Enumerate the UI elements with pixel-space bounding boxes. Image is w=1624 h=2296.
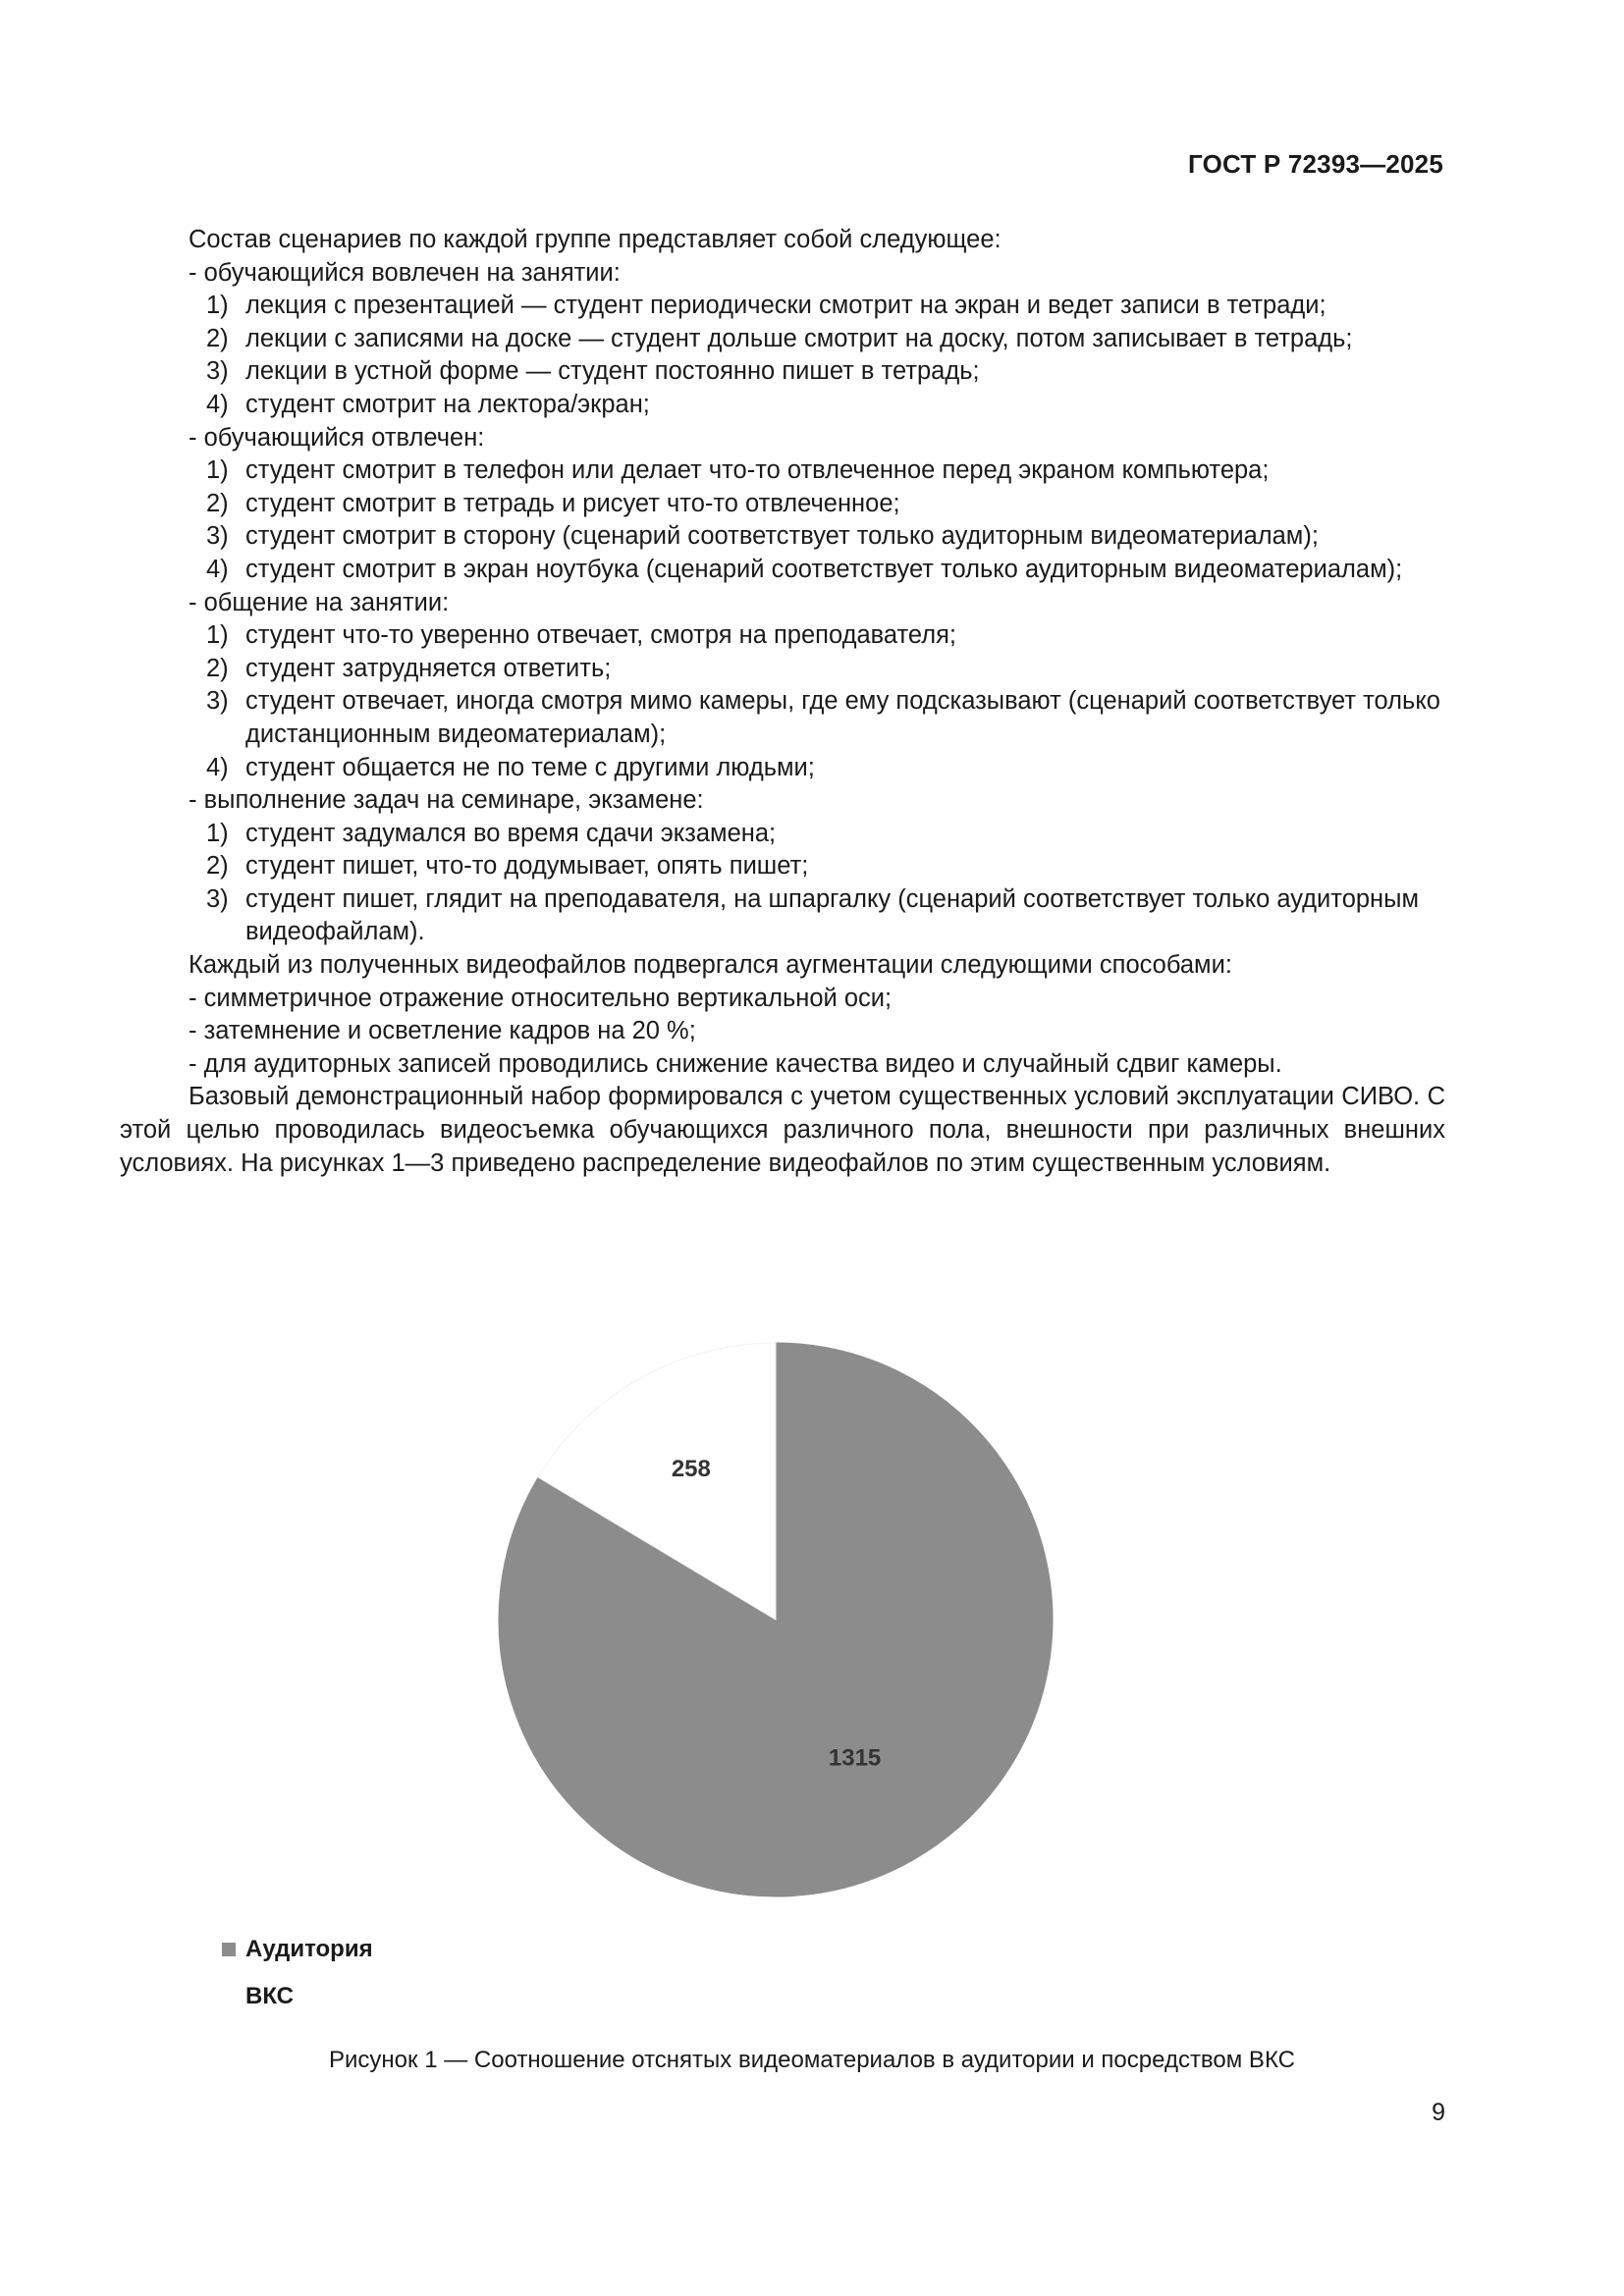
legend-item-auditorium bbox=[222, 1936, 373, 1963]
list-item-text: студент смотрит на лектора/экран; bbox=[245, 390, 650, 418]
list-item-text: студент отвечает, иногда смотря мимо камеры, где ему подсказывают (сценарий соответствует только дистанционным видеоматериалам); bbox=[245, 687, 1440, 748]
list-item-number: 1) bbox=[206, 621, 229, 650]
list-item-number: 4) bbox=[206, 390, 229, 418]
list-item-text: студент затрудняется ответить; bbox=[245, 654, 612, 682]
list-item bbox=[120, 685, 1445, 751]
document-standard-header: ГОСТ Р 72393—2025 bbox=[1188, 149, 1443, 179]
group-title: - общение на занятии: bbox=[189, 588, 450, 616]
list-item-number: 3) bbox=[206, 357, 229, 386]
list-item bbox=[120, 290, 1445, 323]
list-item-text: студент смотрит в тетрадь и рисует что-то отвлеченное; bbox=[245, 489, 900, 517]
list-item-number: 1) bbox=[206, 819, 229, 847]
list-item-number: 1) bbox=[206, 456, 229, 485]
pie-chart bbox=[0, 1315, 1624, 1924]
legend-item-vks bbox=[222, 1983, 294, 2010]
list-item-text: лекции в устной форме — студент постоянно пишет в тетрадь; bbox=[245, 357, 980, 386]
list-item-number: 4) bbox=[206, 753, 229, 781]
legend-swatch bbox=[222, 1990, 236, 2003]
page-number: 9 bbox=[1432, 2099, 1445, 2126]
legend-swatch bbox=[222, 1943, 236, 1956]
list-item-text: студент пишет, глядит на преподавателя, на шпаргалку (сценарий соответствует только аудиторным видеофайлам). bbox=[245, 884, 1420, 946]
body-text bbox=[120, 224, 1445, 1180]
group-title: - обучающийся вовлечен на занятии: bbox=[189, 258, 621, 287]
list-item-text: студент пишет, что-то додумывает, опять пишет; bbox=[245, 852, 809, 881]
list-item-text: студент общается не по теме с другими людьми; bbox=[245, 753, 815, 781]
legend-label: ВКС bbox=[245, 1983, 294, 2009]
figure-caption: Рисунок 1 — Соотношение отснятых видеоматериалов в аудитории и посредством ВКС bbox=[329, 2047, 1295, 2073]
group-title: - выполнение задач на семинаре, экзамене: bbox=[189, 786, 704, 815]
closing-paragraph: Базовый демонстрационный набор формировался с учетом существенных условий эксплуатации СИВО. С этой целью проводилась видеосъемка обучающихся различного пола, внешности при различных внешних условиях. На рисунках 1—3 приведено распределение видеофайлов по этим существенным условиям. bbox=[120, 1083, 1445, 1177]
list-item bbox=[120, 554, 1445, 587]
list-item-text: студент задумался во время сдачи экзамена; bbox=[245, 819, 777, 847]
list-item-text: студент смотрит в телефон или делает что-то отвлеченное перед экраном компьютера; bbox=[245, 456, 1270, 485]
list-item bbox=[120, 389, 1445, 422]
intro-paragraph: Состав сценариев по каждой группе представляет собой следующее: bbox=[189, 226, 1001, 253]
list-item-text: лекция с презентацией — студент периодически смотрит на экран и ведет записи в тетради; bbox=[245, 292, 1326, 320]
augmentation-item: - для аудиторных записей проводились снижение качества видео и случайный сдвиг камеры. bbox=[189, 1049, 1282, 1078]
list-item-number: 3) bbox=[206, 522, 229, 551]
list-item-number: 1) bbox=[206, 292, 229, 320]
list-item bbox=[120, 883, 1445, 949]
pie-data-label: 1315 bbox=[828, 1744, 882, 1772]
list-item bbox=[120, 323, 1445, 356]
list-item-number: 4) bbox=[206, 555, 229, 583]
list-item bbox=[120, 619, 1445, 653]
list-item bbox=[120, 752, 1445, 785]
augmentation-item: - симметричное отражение относительно вертикальной оси; bbox=[189, 984, 893, 1012]
list-item-number: 2) bbox=[206, 852, 229, 881]
list-item bbox=[120, 454, 1445, 488]
list-item-text: студент что-то уверенно отвечает, смотря на преподавателя; bbox=[245, 621, 957, 650]
list-item-number: 2) bbox=[206, 324, 229, 352]
augmentation-intro: Каждый из полученных видеофайлов подвергался аугментации следующими способами: bbox=[189, 951, 1232, 980]
list-item-number: 2) bbox=[206, 654, 229, 682]
list-item bbox=[120, 488, 1445, 521]
list-item bbox=[120, 355, 1445, 389]
list-item bbox=[120, 520, 1445, 554]
augmentation-item: - затемнение и осветление кадров на 20 %; bbox=[189, 1017, 696, 1045]
list-item-text: студент смотрит в сторону (сценарий соответствует только аудиторным видеоматериалам); bbox=[245, 522, 1319, 551]
list-item-text: лекции с записями на доске — студент дольше смотрит на доску, потом записывает в тетрадь; bbox=[245, 324, 1353, 352]
list-item bbox=[120, 850, 1445, 883]
list-item-number: 2) bbox=[206, 489, 229, 517]
scenario-groups bbox=[120, 257, 1445, 949]
legend-label: Аудитория bbox=[245, 1936, 373, 1962]
group-title: - обучающийся отвлечен: bbox=[189, 423, 485, 452]
list-item-number: 3) bbox=[206, 687, 229, 716]
list-item bbox=[120, 653, 1445, 686]
list-item-number: 3) bbox=[206, 884, 229, 913]
list-item-text: студент смотрит в экран ноутбука (сценарий соответствует только аудиторным видеоматериалам); bbox=[245, 555, 1403, 583]
pie-data-label: 258 bbox=[671, 1456, 711, 1483]
list-item bbox=[120, 818, 1445, 851]
